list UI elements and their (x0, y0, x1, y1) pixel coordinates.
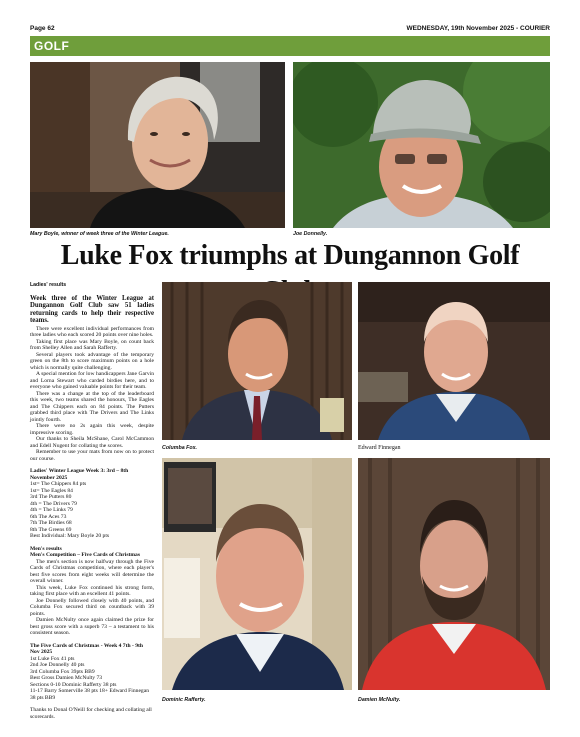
result-line: 1st= The Eagles 84 (30, 487, 73, 494)
article-kicker: Ladies' results (30, 282, 67, 288)
result-line: 7th The Birdies 68 (30, 520, 72, 527)
result-line: Best Individual: Mary Boyle 20 pts (30, 533, 110, 540)
result-line: 3rd The Putters 80 (30, 494, 72, 501)
result-line: Best Gross Damien McNulty 73 (30, 675, 103, 682)
page-header (30, 22, 550, 34)
article-para: The men's section is now halfway through the Five Cards of Christmas competition, where each player's best five scores from eight weeks will determine the overall winner. (30, 558, 154, 585)
photo-columba-fox (162, 282, 352, 440)
photo-mary-boyle (30, 62, 285, 228)
article-para: A special mention for low handicappers Jane Garvin and Lorna Stewart who carded birdies here, and to everyone who gained valuable points for their team. (30, 371, 154, 391)
result-line: 2nd Joe Donnelly 40 pts (30, 662, 85, 669)
result-line: 4th = The Drivers 79 (30, 500, 77, 507)
ladies-results-title: Ladies' Winter League Week 3: 3rd – 8th November 2025 (30, 468, 129, 481)
result-line: 4th = The Links 79 (30, 507, 73, 514)
article-para: There were no 2s again this week, despite impressive scoring. (30, 423, 154, 436)
article-para: Our thanks to Sheila McShane, Carol McCammon and Edell Nugent for collating the scores. (30, 436, 154, 449)
photo-damien-mcnulty (358, 458, 550, 690)
caption-joe: Joe Donnelly. (293, 231, 328, 237)
caption-mary: Mary Boyle, winner of week three of the Winter League. (30, 231, 169, 237)
article-para: There were excellent individual performances from three ladies who each scored 20 points over nine holes. (30, 325, 154, 339)
article-para: Several players took advantage of the temporary green on the 8th to score maximum points on a hole which is normally quite challenging. (30, 351, 154, 371)
article-para: Remember to use your mats from now on to protect our course. (30, 449, 154, 462)
headline: Luke Fox triumphs at Dungannon Golf (60, 240, 520, 271)
result-line: 8th The Greens 69 (30, 526, 72, 533)
article-para: This week, Luke Fox continued his strong form, taking first place with an excellent 41 points. (30, 584, 154, 598)
caption-edward: Edward Finnegan (358, 445, 401, 451)
photo-joe-donnelly (293, 62, 550, 228)
article-para: There was a change at the top of the leaderboard this week, two teams shared the honours, The Eagles and The Chippers each on 84 points. The Putters grabbed third place with The Drivers and The Links jointly fourth. (30, 390, 154, 423)
mens-competition-title: Men's Competition – Five Cards of Christmas (30, 552, 141, 559)
result-line: Sections 0-10 Dominic Rafferty 38 pts (30, 681, 117, 688)
result-line: 11-17 Barry Somerville 38 pts 18+ Edward Finnegan 38 pts BB9 (30, 688, 149, 701)
mens-results-title: Men's results (30, 545, 62, 552)
result-line: 1st Luke Fox 41 pts (30, 655, 75, 662)
article-para: Taking first place was Mary Boyle, on count back from Shelley Allen and Sarah Rafferty. (30, 338, 154, 352)
article-para: Damien McNulty once again claimed the prize for best gross score with a superb 73 – a testament to his consistent season. (30, 617, 154, 637)
caption-dominic: Dominic Rafferty. (162, 697, 206, 703)
photo-dominic-rafferty (162, 458, 352, 690)
result-line: 1st= The Chippers 84 pts (30, 481, 87, 488)
dateline: WEDNESDAY, 19th November 2025 - COURIER (406, 25, 550, 32)
article-column (30, 282, 154, 720)
section-bar (30, 36, 550, 56)
article-lead: Week three of the Winter League at Dungannon Golf Club saw 51 ladies returning cards to help their respective teams. (30, 294, 154, 325)
five-cards-title: The Five Cards of Christmas - Week 4 7th - 9th Nov 2025 (30, 642, 144, 656)
result-line: 3rd Columba Fox 39pts BB9 (30, 668, 95, 675)
section-label: GOLF (34, 39, 70, 53)
caption-damien: Damien McNulty. (358, 697, 401, 703)
article-para: Joe Donnelly followed closely with 40 points, and Columba Fox secured third on countback with 39 points. (30, 597, 154, 617)
page-number: Page 62 (30, 25, 55, 32)
photo-edward-finnegan (358, 282, 550, 440)
caption-columba: Columba Fox. (162, 445, 198, 451)
result-line: 6th The Aces 73 (30, 513, 67, 520)
closing-line: Thanks to Donal O'Neill for checking and collating all scorecards. (30, 707, 152, 720)
